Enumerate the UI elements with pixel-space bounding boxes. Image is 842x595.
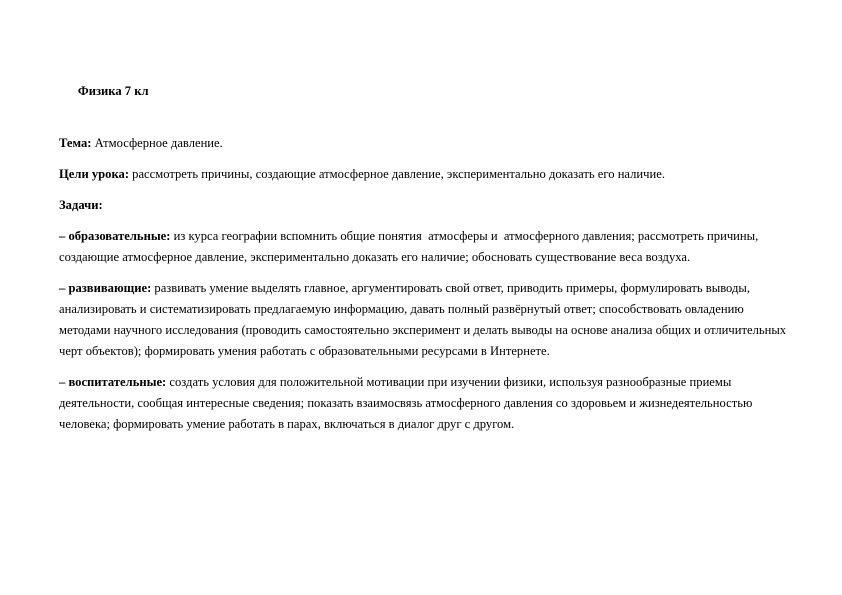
subject-label: Физика 7 кл (77, 84, 149, 98)
developmental-label: – развивающие: (59, 281, 152, 295)
document-body (59, 60, 789, 445)
topic-text: Атмосферное давление. (91, 136, 223, 150)
educational-label: – образовательные: (59, 229, 171, 243)
upbringing-text: создать условия для положительной мотивации при изучении физики, используя разнообразные приемы деятельности, сообщая интересные сведения; показать взаимосвязь атмосферного давления со здоровьем и жизнедеятельностью человека; формировать умение работать в парах, включаться в диалог друг с другом. (59, 375, 756, 431)
educational-text: из курса географии вспомнить общие понятия атмосферы и атмосферного давления; рассмотреть причины, создающие атмосферное давление, экспериментально доказать его наличие; обосновать существование веса воздуха. (59, 229, 762, 264)
upbringing-label: – воспитательные: (59, 375, 167, 389)
tasks-heading (59, 195, 789, 216)
developmental-text: развивать умение выделять главное, аргументировать свой ответ, приводить примеры, формулировать выводы, анализировать и систематизировать предлагаемую информацию, давать полный развёрнутый ответ; способствовать овладению методами научного исследования (проводить самостоятельно эксперимент и делать выводы на основе анализа общих и отличительных черт объектов); формировать умения работать с образовательными ресурсами в Интернете. (59, 281, 790, 358)
goals-text: рассмотреть причины, создающие атмосферное давление, экспериментально доказать его наличие. (129, 167, 665, 181)
educational-task (59, 226, 789, 268)
upbringing-task (59, 372, 789, 435)
topic-label: Тема: (59, 136, 92, 150)
goals-label: Цели урока: (59, 167, 130, 181)
goals-line (59, 164, 789, 185)
subject-heading (59, 60, 789, 123)
developmental-task (59, 278, 789, 362)
topic-line (59, 133, 789, 154)
tasks-label: Задачи: (59, 198, 103, 212)
